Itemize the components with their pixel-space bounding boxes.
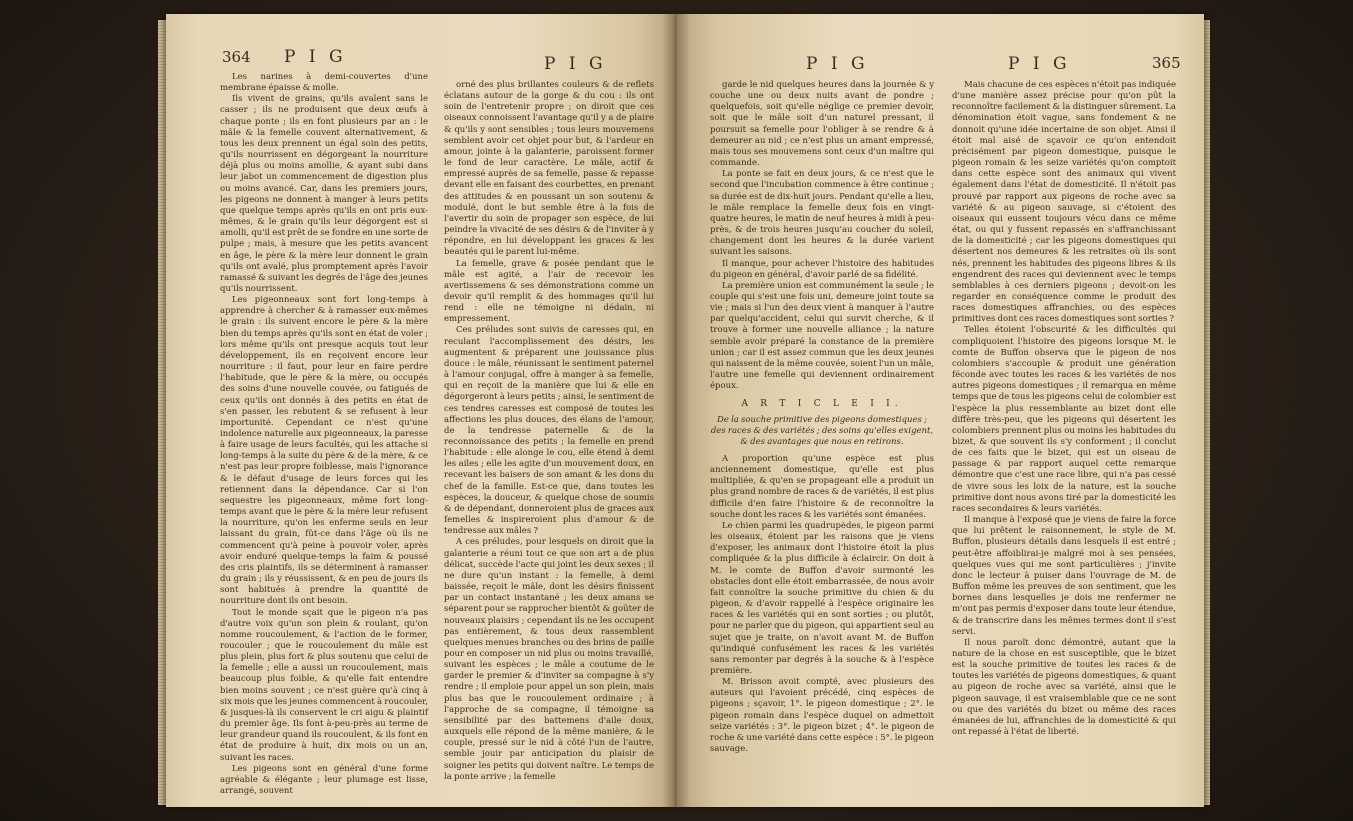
paragraph: Il nous paroît donc démontré, autant que la nature de la chose en est susceptible, que le bizet est la souche primitive de toutes les races & de toutes les variétés de pigeons domestiques, & quant au pigeon de roche avec sa variété, ainsi que le pigeon sauvage, il est vraisemblable que ce ne sont ou que des variétés du bizet ou même des races émanées de lui, affranchies de la domesticité & qui ont repassé à l'état de liberté. xyxy=(952,637,1176,738)
article-subtitle: De la souche primitive des pigeons domestiques ; des races & des variétés ; des soins qu'elles exigent, & des avantages que nous en retirons. xyxy=(710,414,934,447)
paragraph: garde le nid quelques heures dans la journée & y couche une ou deux nuits avant de pondre ; quelquefois, soit qu'elle néglige ce premier devoir, soit que le mâle soit d'un naturel pressant, il poursuit sa femelle pour l'obliger à se rendre & à demeurer au nid ; ce n'est plus un amant empressé, mais tous ses mouvemens sont ceux d'un maître qui commande. xyxy=(710,80,934,169)
paragraph: Ils vivent de grains, qu'ils avalent sans le casser ; ils ne produisent que deux œufs à chaque ponte ; ils en font plusieurs par an : le mâle & la femelle couvent alternativement, & tous les deux prennent un égal soin des petits, qu'ils nourrissent en dégorgeant la nourriture déjà plus ou moins amollie, & ayant subi dans leur jabot un commencement de digestion plus ou moins avancé. Car, dans les premiers jours, les pigeons ne donnent à manger à leurs petits que quelque temps après qu'ils en ont pris eux-mêmes, & le grain qu'ils leur dégorgent est si amolli, qu'il est prêt de se fondre en une sorte de pulpe ; mais, à mesure que les petits avancent en âge, le père & la mère leur donnent le grain qu'ils ont avalé, plus promptement après l'avoir ramassé & suivant les degrés de l'âge des jeunes qu'ils nourrissent. xyxy=(220,94,428,294)
paragraph: Ces préludes sont suivis de caresses qui, en reculant l'accomplissement des désirs, les augmentent & préparent une jouissance plus douce : le mâle, réunissant le sentiment paternel à l'amour conjugal, offre à manger à sa femelle, qui en reçoit de la manière que lui & elle en dégorgeront à leurs petits ; ainsi, le sentiment de ces tendres caresses est composé de toutes les affections les plus douces, des élans de l'amour, de la tendresse paternelle & de la reconnoissance des petits ; la femelle en prend l'habitude : elle alonge le cou, elle étend à demi les ailes ; elle les agite d'un mouvement doux, en recevant les baisers de son amant & les dons du chef de la famille. Est-ce que, dans toutes les espèces, la douceur, & quelque chose de soumis & de dépendant, donneroient plus de graces aux femelles & inspireroient plus d'amour & de tendresse aux mâles ? xyxy=(444,325,654,537)
paragraph: Il manque à l'exposé que je viens de faire la force que lui prêtent le raisonnement, le style de M. Buffon, plusieurs détails dans lesquels il est entré ; peut-être affoiblirai-je malgré moi à ses pensées, quelques vues qui me sont particulières ; j'invite donc le lecteur à puiser dans l'ouvrage de M. de Buffon même les preuves de son sentiment, que les bornes dans lesquelles je dois me renfermer ne m'ont pas permis d'exposer dans toute leur étendue, & de transcrire dans les mêmes termes dont il s'est servi. xyxy=(952,515,1176,637)
text-column-1 xyxy=(220,72,428,797)
paragraph: Telles étoient l'obscurité & les difficultés qui compliquoient l'histoire des pigeons lorsque M. le comte de Buffon observa que le pigeon de nos colombiers s'accouple & produit une génération féconde avec toutes les races & les variétés de nos autres pigeons domestiques ; il remarqua en même temps que de tous les pigeons celui de colombier est l'espèce la plus ressemblante au bizet dont elle diffère très-peu, que les pigeons qui désertent les colombiers prennent plus ou moins les habitudes du bizet, & que souvent ils s'y conforment ; il conclut de ces faits que le bizet, qui est un oiseau de passage & par rapport auquel cette remarque démontre que c'est une race libre, qui n'a pas cessé de vivre sous les loix de la nature, est la souche primitive dont nous avons tiré par la domesticité les races secondaires & leurs variétés. xyxy=(952,325,1176,514)
paragraph: La première union est communément la seule ; le couple qui s'est une fois uni, demeure joint toute sa vie ; mais si l'un des deux vient à manquer à l'autre par quelqu'accident, celui qui survit cherche, & il trouve à former une nouvelle alliance ; la nature semble avoir préparé la constance de la première union ; car il est assez commun que les deux jeunes qui naissent de la même couvée, soient l'un un mâle, l'autre une femelle qui deviennent ordinairement époux. xyxy=(710,280,934,392)
paragraph: Les pigeonneaux sont fort long-temps à apprendre à chercher & à ramasser eux-mêmes le grain : ils suivent encore le père & la mère bien du temps après qu'ils sont en état de voler ; lors même qu'ils ont presque acquis tout leur développement, ils en reçoivent encore leur nourriture : il faut, pour leur en faire perdre l'habitude, que le père & la mère, ou occupés des soins d'une nouvelle couvée, ou fatigués de ceux qu'ils ont donnés à des petits en état de s'en passer, les rebutent & se refusent à leur importunité. Cependant ce n'est qu'une indolence naturelle aux pigeonneaux, la paresse à faire usage de leurs facultés, qui les attache si long-temps à la suite du père & de la mère, & ce n'est pas leur propre foiblesse, mais l'ignorance & le défaut d'usage de leurs forces qui les retiennent dans la dépendance. Car si l'on sequestre les pigeonneaux, même fort long-temps avant que le père & la mère leur refusent la nourriture, qu'on les enferme seuls en leur laissant du grain, fût-ce dans l'âge où ils ne commencent qu'à peine à pouvoir voler, après avoir enduré quelque-temps la faim & poussé des cris plaintifs, ils se déterminent à ramasser du grain ; ils y réussissent, & en peu de jours ils sont habitués à prendre la quantité de nourriture dont ils ont besoin. xyxy=(220,295,428,607)
page-number: 365 xyxy=(1152,54,1181,72)
paragraph: Les narines à demi-couvertes d'une membrane épaisse & molle. xyxy=(220,72,428,94)
paragraph: Les pigeons sont en général d'une forme agréable & élégante ; leur plumage est lisse, arrangé, souvent xyxy=(220,763,428,796)
paragraph: Tout le monde sçait que le pigeon n'a pas d'autre voix qu'un son plein & roulant, qu'on nomme roucoulement, & l'action de le former, roucouler ; que le roucoulement du mâle est plus plein, plus fort & plus soutenu que celui de la femelle ; elle a aussi un roucoulement, mais beaucoup plus foible, & qu'elle fait entendre bien moins souvent ; ce n'est guère qu'à cinq à six mois que les jeunes commencent à roucouler, & jusques-là ils conservent le cri aigu & plaintif du premier âge. Ils font à-peu-près au terme de leur grandeur quand ils roucoulent, & ils font en état de produire à huit, dix mois ou un an, suivant les races. xyxy=(220,607,428,763)
paragraph: orné des plus brillantes couleurs & de reflets éclatans autour de la gorge & du cou : ils ont soin de l'entretenir propre ; on diroit que ces oiseaux connoissent l'avantage qu'il y a de plaire & qu'ils y sont sensibles ; tous leurs mouvemens semblent avoir cet objet pour but, & l'ardeur en amour, jointe à la galanterie, paroissent former le fond de leur caractère. Le mâle, actif & empressé auprès de sa femelle, passe & repasse devant elle en faisant des courbettes, en prenant des attitudes & en poussant un son soutenu & modulé, dont le but semble être à la fois de l'avertir du soin de propager son espèce, de lui peindre la vivacité de ses désirs & de l'inviter à y répondre, en lui développant les graces & les beautés qui le parent lui-même. xyxy=(444,80,654,258)
paragraph: A ces préludes, pour lesquels on diroit que la galanterie a réuni tout ce que son art a de plus délicat, succède l'acte qui joint les deux sexes ; il ne dure qu'un instant : la femelle, à demi baissée, reçoit le mâle, dont les désirs finissent par un contact instantané ; les deux amans se séparent pour se rapprocher bientôt & goûter de nouveaux plaisirs ; cependant ils ne les occupent pas entièrement, & tous deux rassemblent quelques menues branches ou des brins de paille pour en composer un nid plus ou moins travaillé, suivant les espèces ; le mâle a coutume de le garder le premier & d'inviter sa compagne à s'y rendre ; il emploie pour appel un son plein, mais plus bas que le roucoulement ordinaire ; à l'approche de sa compagne, il témoigne sa sensibilité par des battemens d'aile doux, auxquels elle répond de la même manière, & le couple, pressé sur le nid à côté l'un de l'autre, semble jouir par anticipation du plaisir de soigner les petits qui doivent naître. Le temps de la ponte arrive ; la femelle xyxy=(444,537,654,782)
paragraph: A proportion qu'une espèce est plus anciennement domestique, qu'elle est plus multipliée, & qu'en se propageant elle a produit un plus grand nombre de races & de variétés, il est plus difficile d'en faire l'histoire & de reconnoître la souche dont les races & les variétés sont émanées. xyxy=(710,454,934,520)
text-column-1 xyxy=(710,80,934,755)
paragraph: M. Brisson avoit compté, avec plusieurs des auteurs qui l'avoient précédé, cinq espèces de pigeons ; sçavoir, 1°. le pigeon domestique ; 2°. le pigeon romain dans l'espèce duquel on admettoit seize variétés : 3°. le pigeon bizet ; 4°. le pigeon de roche & une variété dans cette espèce : 5°. le pigeon sauvage. xyxy=(710,677,934,755)
right-page xyxy=(676,14,1204,807)
running-head-col2: P I G xyxy=(1008,54,1071,74)
running-head: P I G xyxy=(806,54,869,74)
paragraph: Le chien parmi les quadrupèdes, le pigeon parmi les oiseaux, étoient par les raisons que je viens d'exposer, les animaux dont l'histoire étoit la plus compliquée & la plus difficile à éclaircir. On doit à M. le comte de Buffon d'avoir surmonté les obstacles dont elle étoit embarrassée, de nous avoir fait connoître la souche primitive du chien & du pigeon, & d'avoir rappellé à l'espèce originaire les races & les variétés qui en sont sorties ; ou plutôt, pour ne parler que du pigeon, qui appartient seul au sujet que je traite, on n'avoit avant M. de Buffon qu'indiqué confusément les races & les variétés sans remonter par degrés à la souche & à l'espèce première. xyxy=(710,520,934,676)
article-heading: A R T I C L E I I. xyxy=(741,399,903,410)
text-column-2 xyxy=(952,80,1176,738)
running-head: P I G xyxy=(284,47,347,67)
paragraph: La ponte se fait en deux jours, & ce n'est que le second que l'incubation commence à être continue ; sa durée est de dix-huit jours. Pendant qu'elle a lieu, le mâle remplace la femelle deux fois en vingt-quatre heures, le matin de neuf heures à midi à peu-près, & de trois heures jusqu'au coucher du soleil, changement dont les heures & la durée varient suivant les saisons. xyxy=(710,169,934,258)
page-number: 364 xyxy=(222,48,251,66)
running-head-col2: P I G xyxy=(544,54,607,74)
paragraph: Il manque, pour achever l'histoire des habitudes du pigeon en général, d'avoir parlé de sa fidélité. xyxy=(710,258,934,280)
text-column-2 xyxy=(444,80,654,783)
paragraph: Mais chacune de ces espèces n'étoit pas indiquée d'une manière assez précise pour qu'on pût la reconnoître facilement & la distinguer sûrement. La dénomination étoit vague, sans fondement & ne donnoit qu'une idée incertaine de son objet. Ainsi il étoit mal aisé de sçavoir ce qu'on entendoit précisément par pigeon domestique, puisque le pigeon romain & les seize variétés qu'on comptoit dans cette espèce sont des animaux qui vivent également dans l'état de domesticité. Il n'étoit pas prouvé par rapport aux pigeons de roche avec sa variété & au pigeon sauvage, si c'étoient des oiseaux qui eussent toujours vécu dans ce même état, ou qui y fussent repassés en s'affranchissant de la domesticité ; car les pigeons domestiques qui désertent nos demeures & les retraites où ils sont nés, prennent les habitudes des pigeons libres & ils engendrent des races qui deviennent avec le temps semblables à ces derniers pigeons ; devoit-on les regarder en conséquence comme le produit des races domestiques affranchies, ou des espèces primitives dont ces races domestiques sont sorties ? xyxy=(952,80,1176,325)
left-page xyxy=(166,14,676,807)
paragraph: La femelle, grave & posée pendant que le mâle est agité, a l'air de recevoir les avertissemens & ses démonstrations comme un devoir qu'il remplit & des hommages qu'il lui rend : elle ne témoigne ni dédain, ni empressement. xyxy=(444,258,654,325)
